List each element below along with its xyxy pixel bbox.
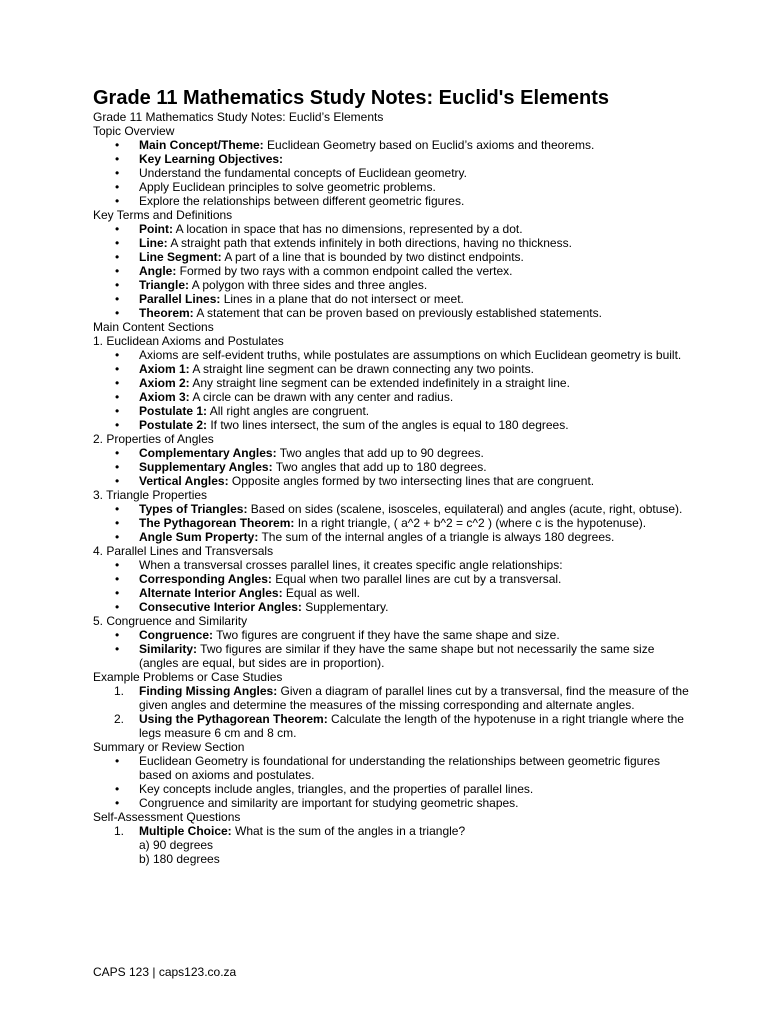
item-text: All right angles are congruent. (207, 404, 370, 418)
item-term: Axiom 1: (139, 362, 190, 376)
list-item (93, 404, 693, 418)
section-list (93, 446, 693, 488)
list-item (93, 390, 693, 404)
item-text: A straight path that extends infinitely in both directions, having no thickness. (167, 236, 572, 250)
bullet-icon: • (115, 418, 120, 432)
item-text: Explore the relationships between different geometric figures. (139, 194, 465, 208)
document-content (93, 86, 693, 866)
item-term: Main Concept/Theme: (139, 138, 264, 152)
bullet-icon: • (115, 530, 120, 544)
item-text: What is the sum of the angles in a triangle? (231, 824, 466, 838)
self-assessment-list (93, 824, 693, 838)
item-text: Two figures are congruent if they have the same shape and size. (213, 628, 560, 642)
list-item (93, 292, 693, 306)
list-item (93, 250, 693, 264)
bullet-icon: • (115, 222, 120, 236)
bullet-icon: • (115, 194, 120, 208)
list-item (93, 362, 693, 376)
bullet-icon: • (115, 236, 120, 250)
bullet-icon: • (115, 180, 120, 194)
item-text: Formed by two rays with a common endpoint called the vertex. (176, 264, 513, 278)
item-term: Similarity: (139, 642, 198, 656)
item-text: Calculate the length of the hypotenuse in a right triangle where the legs measure 6 cm and 8 cm. (139, 712, 684, 740)
item-text: Opposite angles formed by two intersecting lines that are congruent. (228, 474, 595, 488)
list-item (93, 152, 693, 166)
list-item (93, 558, 693, 572)
bullet-icon: • (115, 404, 120, 418)
item-term: Postulate 2: (139, 418, 208, 432)
item-term: Angle Sum Property: (139, 530, 259, 544)
bullet-icon: • (115, 516, 120, 530)
summary-list (93, 754, 693, 810)
item-term: Triangle: (139, 278, 190, 292)
list-item (93, 642, 693, 670)
section-list (93, 348, 693, 432)
bullet-icon: • (115, 278, 120, 292)
item-text: Congruence and similarity are important for studying geometric shapes. (139, 796, 519, 810)
section-heading: 4. Parallel Lines and Transversals (93, 544, 274, 558)
list-item (93, 180, 693, 194)
list-item (93, 236, 693, 250)
item-term: Postulate 1: (139, 404, 208, 418)
list-item (93, 166, 693, 180)
item-text: A straight line segment can be drawn connecting any two points. (189, 362, 534, 376)
section-list (93, 558, 693, 614)
item-text: The sum of the internal angles of a triangle is always 180 degrees. (258, 530, 615, 544)
item-term: Corresponding Angles: (139, 572, 272, 586)
item-text: Apply Euclidean principles to solve geometric problems. (139, 180, 436, 194)
section-heading: 3. Triangle Properties (93, 488, 208, 502)
item-text: Euclidean Geometry is foundational for understanding the relationships between geometric figures based on axioms and postulates. (139, 754, 660, 782)
list-item (93, 796, 693, 810)
item-number: 1. (114, 824, 125, 838)
bullet-icon: • (115, 474, 120, 488)
item-term: Parallel Lines: (139, 292, 221, 306)
item-text: A statement that can be proven based on previously established statements. (193, 306, 602, 320)
list-item (93, 474, 693, 488)
item-text: Equal when two parallel lines are cut by a transversal. (271, 572, 562, 586)
page-title: Grade 11 Mathematics Study Notes: Euclid's Elements (93, 87, 610, 109)
list-item (93, 754, 693, 782)
answer-option: a) 90 degrees (139, 838, 214, 852)
bullet-icon: • (115, 600, 120, 614)
item-term: Using the Pythagorean Theorem: (139, 712, 328, 726)
item-term: Vertical Angles: (139, 474, 229, 488)
item-term: Types of Triangles: (139, 502, 248, 516)
item-term: Congruence: (139, 628, 214, 642)
item-term: Theorem: (139, 306, 194, 320)
item-text: In a right triangle, ( a^2 + b^2 = c^2 ) (where c is the hypotenuse). (294, 516, 647, 530)
bullet-icon: • (115, 586, 120, 600)
bullet-icon: • (115, 138, 120, 152)
list-item (93, 628, 693, 642)
item-term: Line: (139, 236, 168, 250)
item-term: Axiom 3: (139, 390, 190, 404)
item-text: Euclidean Geometry based on Euclid’s axioms and theorems. (263, 138, 595, 152)
list-item (93, 348, 693, 362)
item-number: 2. (114, 712, 125, 726)
bullet-icon: • (115, 152, 120, 166)
item-text: Understand the fundamental concepts of Euclidean geometry. (139, 166, 467, 180)
item-text: Supplementary. (301, 600, 389, 614)
list-item (93, 516, 693, 530)
item-text: Any straight line segment can be extended indefinitely in a straight line. (189, 376, 570, 390)
bullet-icon: • (115, 166, 120, 180)
bullet-icon: • (115, 460, 120, 474)
list-item (93, 138, 693, 152)
bullet-icon: • (115, 754, 120, 768)
answer-option: b) 180 degrees (139, 852, 220, 866)
list-item (93, 264, 693, 278)
document-subtitle: Grade 11 Mathematics Study Notes: Euclid’s Elements (93, 110, 384, 124)
list-item (93, 278, 693, 292)
bullet-icon: • (115, 348, 120, 362)
topic-overview-heading: Topic Overview (93, 124, 175, 138)
item-term: Line Segment: (139, 250, 222, 264)
item-term: Alternate Interior Angles: (139, 586, 283, 600)
section-list (93, 628, 693, 670)
item-term: Complementary Angles: (139, 446, 277, 460)
item-term: Key Learning Objectives: (139, 152, 284, 166)
item-text: Two figures are similar if they have the same shape but not necessarily the same size (angles are equal, but sides are in proportion). (139, 642, 655, 670)
bullet-icon: • (115, 796, 120, 810)
item-text: When a transversal crosses parallel lines, it creates specific angle relationships: (139, 558, 563, 572)
list-item (93, 376, 693, 390)
examples-heading: Example Problems or Case Studies (93, 670, 283, 684)
bullet-icon: • (115, 628, 120, 642)
item-text: Two angles that add up to 90 degrees. (276, 446, 484, 460)
item-term: Finding Missing Angles: (139, 684, 278, 698)
page-footer: CAPS 123 | caps123.co.za (93, 965, 237, 979)
bullet-icon: • (115, 264, 120, 278)
item-text: Lines in a plane that do not intersect or meet. (220, 292, 464, 306)
item-text: If two lines intersect, the sum of the angles is equal to 180 degrees. (207, 418, 569, 432)
bullet-icon: • (115, 782, 120, 796)
list-item (93, 502, 693, 516)
bullet-icon: • (115, 376, 120, 390)
item-term: Consecutive Interior Angles: (139, 600, 302, 614)
list-item (93, 586, 693, 600)
item-text: Equal as well. (282, 586, 360, 600)
list-item (93, 782, 693, 796)
bullet-icon: • (115, 446, 120, 460)
section-heading: 2. Properties of Angles (93, 432, 214, 446)
item-text: A polygon with three sides and three angles. (189, 278, 428, 292)
bullet-icon: • (115, 390, 120, 404)
key-terms-list (93, 222, 693, 320)
list-item (93, 600, 693, 614)
bullet-icon: • (115, 558, 120, 572)
list-item (93, 222, 693, 236)
list-item (93, 824, 693, 838)
item-term: The Pythagorean Theorem: (139, 516, 295, 530)
bullet-icon: • (115, 502, 120, 516)
item-term: Supplementary Angles: (139, 460, 273, 474)
list-item (93, 530, 693, 544)
topic-overview-list (93, 138, 693, 208)
list-item (93, 446, 693, 460)
key-terms-heading: Key Terms and Definitions (93, 208, 233, 222)
main-content-heading: Main Content Sections (93, 320, 214, 334)
item-text: Given a diagram of parallel lines cut by a transversal, find the measure of the given angles and determine the measures of the missing corresponding and alternate angles. (139, 684, 689, 712)
summary-heading: Summary or Review Section (93, 740, 245, 754)
self-assessment-heading: Self-Assessment Questions (93, 810, 241, 824)
bullet-icon: • (115, 572, 120, 586)
item-text: Based on sides (scalene, isosceles, equilateral) and angles (acute, right, obtuse). (247, 502, 683, 516)
bullet-icon: • (115, 306, 120, 320)
item-term: Angle: (139, 264, 177, 278)
item-text: A circle can be drawn with any center and radius. (189, 390, 454, 404)
item-text: A location in space that has no dimensions, represented by a dot. (173, 222, 523, 236)
item-term: Multiple Choice: (139, 824, 232, 838)
list-item (93, 712, 693, 740)
section-heading: 1. Euclidean Axioms and Postulates (93, 334, 284, 348)
list-item (93, 194, 693, 208)
item-number: 1. (114, 684, 125, 698)
item-text: Key concepts include angles, triangles, and the properties of parallel lines. (139, 782, 534, 796)
list-item (93, 306, 693, 320)
item-text: Axioms are self-evident truths, while postulates are assumptions on which Euclidean geometry is built. (139, 348, 682, 362)
examples-list (93, 684, 693, 740)
list-item (93, 684, 693, 712)
item-term: Axiom 2: (139, 376, 190, 390)
list-item (93, 572, 693, 586)
item-text: Two angles that add up to 180 degrees. (272, 460, 487, 474)
bullet-icon: • (115, 362, 120, 376)
bullet-icon: • (115, 250, 120, 264)
bullet-icon: • (115, 642, 120, 656)
bullet-icon: • (115, 292, 120, 306)
item-text: A part of a line that is bounded by two distinct endpoints. (221, 250, 524, 264)
list-item (93, 418, 693, 432)
list-item (93, 460, 693, 474)
section-heading: 5. Congruence and Similarity (93, 614, 248, 628)
item-term: Point: (139, 222, 173, 236)
section-list (93, 502, 693, 544)
